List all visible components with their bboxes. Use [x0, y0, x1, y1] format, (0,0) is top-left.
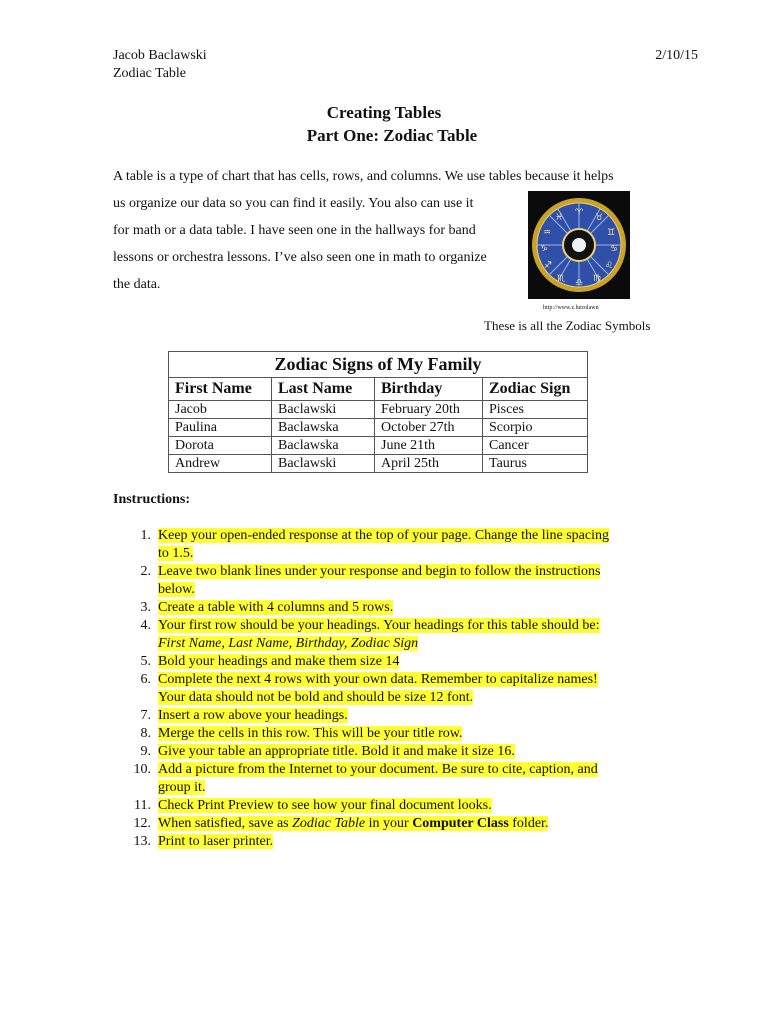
step-number: 12. — [133, 816, 151, 831]
step-number: 8. — [140, 726, 151, 741]
step-number: 2. — [140, 564, 151, 579]
image-caption: These is all the Zodiac Symbols — [484, 318, 651, 333]
list-item — [113, 671, 653, 707]
table-row — [169, 419, 588, 437]
table-cell: February 20th — [375, 401, 483, 419]
step-text: Leave two blank lines under your response and begin to follow the instructions — [158, 564, 601, 579]
table-cell: Jacob — [169, 401, 272, 419]
table-cell: Andrew — [169, 455, 272, 473]
svg-text:♑: ♑ — [539, 244, 549, 254]
intro-line: A table is a type of chart that has cells, rows, and columns. We use tables because it helps — [113, 169, 614, 184]
intro-line: lessons or orchestra lessons. I’ve also seen one in math to organize — [113, 250, 487, 265]
table-cell: Baclawska — [272, 437, 375, 455]
step-text: Print to laser printer. — [158, 834, 274, 849]
image-credit: http://www.z.hezolawn — [543, 305, 599, 311]
step-text: group it. — [158, 780, 206, 795]
table-cell: Taurus — [483, 455, 588, 473]
step-text: to 1.5. — [158, 546, 194, 561]
list-item — [113, 725, 653, 743]
step-number: 3. — [140, 600, 151, 615]
table-cell: October 27th — [375, 419, 483, 437]
table-cell: Dorota — [169, 437, 272, 455]
intro-paragraph — [113, 163, 614, 298]
step-text: Create a table with 4 columns and 5 rows. — [158, 600, 394, 615]
svg-text:♋: ♋ — [609, 244, 619, 254]
document-header — [113, 47, 207, 83]
step-text-bold: Computer Class — [412, 816, 509, 831]
step-text: Your first row should be your headings. Your headings for this table should be: — [158, 618, 600, 633]
list-item — [113, 797, 653, 815]
table-header-row — [169, 378, 588, 401]
table-row — [169, 437, 588, 455]
page-title: Creating Tables — [326, 103, 442, 122]
table-cell: June 21th — [375, 437, 483, 455]
step-number: 1. — [140, 528, 151, 543]
svg-text:♓: ♓ — [554, 213, 564, 223]
table-cell: Paulina — [169, 419, 272, 437]
step-text-part: folder. — [508, 816, 549, 831]
step-text: Check Print Preview to see how your final document looks. — [158, 798, 492, 813]
zodiac-wheel-icon — [528, 191, 630, 299]
table-row — [169, 455, 588, 473]
column-header: Last Name — [272, 378, 375, 401]
list-item — [113, 653, 653, 671]
document-name: Zodiac Table — [113, 66, 187, 81]
column-header: Zodiac Sign — [483, 378, 588, 401]
table-cell: Cancer — [483, 437, 588, 455]
step-text: Your data should not be bold and should be size 12 font. — [158, 690, 474, 705]
document-date: 2/10/15 — [655, 48, 698, 63]
list-item — [113, 617, 653, 653]
svg-text:♈: ♈ — [574, 208, 584, 218]
step-number: 5. — [140, 654, 151, 669]
table-cell: Baclawska — [272, 419, 375, 437]
step-text: below. — [158, 582, 195, 597]
intro-line: for math or a data table. I have seen one in the hallways for band — [113, 223, 476, 238]
table-row — [169, 401, 588, 419]
list-item — [113, 761, 653, 797]
table-cell: Baclawski — [272, 401, 375, 419]
svg-text:♌: ♌ — [604, 261, 614, 271]
table-cell: Pisces — [483, 401, 588, 419]
step-text-part: When satisfied, save as — [158, 816, 293, 831]
step-text — [158, 816, 548, 831]
svg-text:♒: ♒ — [542, 228, 552, 238]
column-header: Birthday — [375, 378, 483, 401]
list-item — [113, 743, 653, 761]
step-text: Bold your headings and make them size 14 — [158, 654, 400, 669]
table-cell: Scorpio — [483, 419, 588, 437]
svg-text:♍: ♍ — [592, 274, 602, 284]
table-cell: Baclawski — [272, 455, 375, 473]
step-text: Give your table an appropriate title. Bold it and make it size 16. — [158, 744, 515, 759]
step-number: 4. — [140, 618, 151, 633]
instructions-list — [113, 527, 653, 851]
step-number: 7. — [140, 708, 151, 723]
svg-text:♎: ♎ — [574, 278, 584, 288]
list-item — [113, 815, 653, 833]
zodiac-wheel-graphic — [528, 191, 630, 299]
author-name: Jacob Baclawski — [113, 48, 207, 63]
step-text: Insert a row above your headings. — [158, 708, 348, 723]
table-title: Zodiac Signs of My Family — [169, 352, 588, 378]
list-item — [113, 563, 653, 599]
step-text: Add a picture from the Internet to your document. Be sure to cite, caption, and — [158, 762, 598, 777]
step-number: 10. — [133, 762, 151, 777]
step-text-italic: Zodiac Table — [292, 816, 366, 831]
list-item — [113, 527, 653, 563]
svg-text:♐: ♐ — [543, 261, 553, 271]
list-item — [113, 599, 653, 617]
table-title-row — [169, 352, 588, 378]
intro-line: us organize our data so you can find it easily. You also can use it — [113, 196, 474, 211]
step-number: 9. — [140, 744, 151, 759]
intro-line: the data. — [113, 277, 161, 292]
step-text-part: in your — [365, 816, 413, 831]
svg-text:♉: ♉ — [594, 213, 604, 223]
svg-text:♊: ♊ — [606, 228, 616, 238]
zodiac-table — [168, 351, 588, 473]
step-number: 13. — [133, 834, 151, 849]
step-text: Complete the next 4 rows with your own data. Remember to capitalize names! — [158, 672, 598, 687]
page-subtitle: Part One: Zodiac Table — [306, 126, 478, 145]
table-cell: April 25th — [375, 455, 483, 473]
list-item — [113, 833, 653, 851]
column-header: First Name — [169, 378, 272, 401]
svg-text:♏: ♏ — [556, 274, 566, 284]
step-number: 6. — [140, 672, 151, 687]
list-item — [113, 707, 653, 725]
instructions-heading: Instructions: — [113, 492, 191, 507]
step-text: Keep your open-ended response at the top of your page. Change the line spacing — [158, 528, 609, 543]
step-number: 11. — [134, 798, 151, 813]
step-text: Merge the cells in this row. This will be your title row. — [158, 726, 463, 741]
step-text-italic: First Name, Last Name, Birthday, Zodiac Sign — [158, 636, 419, 651]
